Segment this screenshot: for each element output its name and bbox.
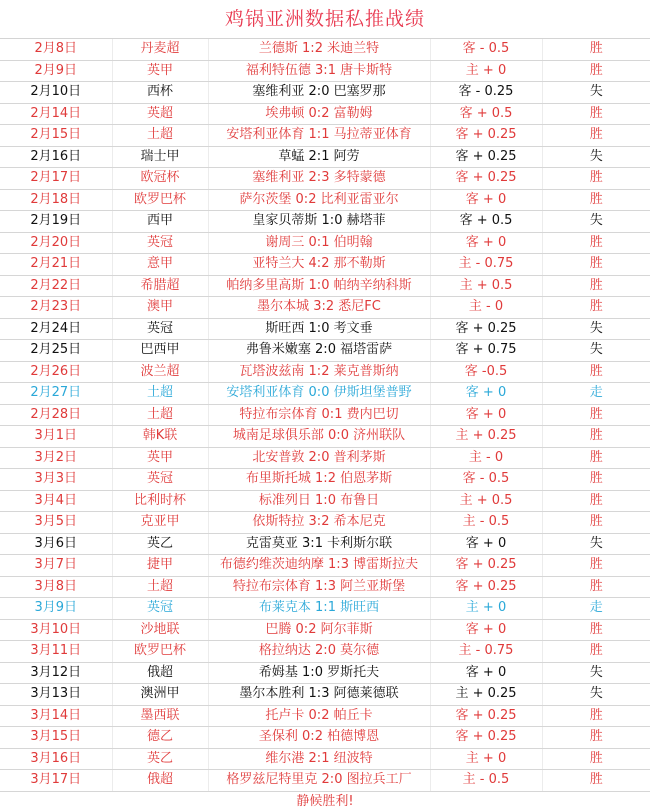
handicap: 主 + 0.5 — [430, 490, 542, 512]
league-name: 土超 — [112, 576, 208, 598]
league-name: 西甲 — [112, 211, 208, 233]
handicap: 客 + 0 — [430, 533, 542, 555]
handicap: 客 - 0.5 — [430, 469, 542, 491]
match-score: 墨尔本胜利 1:3 阿德莱德联 — [208, 684, 430, 706]
match-score: 亚特兰大 4:2 那不勒斯 — [208, 254, 430, 276]
league-name: 丹麦超 — [112, 39, 208, 60]
table-row — [0, 533, 650, 555]
table-row — [0, 727, 650, 749]
match-date: 2月14日 — [0, 103, 112, 125]
league-name: 英乙 — [112, 748, 208, 770]
table-row — [0, 361, 650, 383]
result-mark: 失 — [542, 211, 650, 233]
handicap: 客 + 0.75 — [430, 340, 542, 362]
table-row — [0, 254, 650, 276]
league-name: 俄超 — [112, 662, 208, 684]
handicap: 客 - 0.5 — [430, 39, 542, 60]
match-date: 2月10日 — [0, 82, 112, 104]
match-score: 塞维利亚 2:3 多特蒙德 — [208, 168, 430, 190]
result-mark: 胜 — [542, 576, 650, 598]
league-name: 希腊超 — [112, 275, 208, 297]
match-score: 墨尔本城 3:2 悉尼FC — [208, 297, 430, 319]
match-date: 3月10日 — [0, 619, 112, 641]
handicap: 主 + 0 — [430, 748, 542, 770]
handicap: 主 - 0.5 — [430, 512, 542, 534]
handicap: 客 + 0.5 — [430, 103, 542, 125]
records-table — [0, 39, 650, 792]
match-score: 兰德斯 1:2 米迪兰特 — [208, 39, 430, 60]
league-name: 比利时杯 — [112, 490, 208, 512]
result-mark: 走 — [542, 383, 650, 405]
match-date: 2月9日 — [0, 60, 112, 82]
result-mark: 胜 — [542, 727, 650, 749]
match-date: 2月16日 — [0, 146, 112, 168]
match-date: 3月1日 — [0, 426, 112, 448]
match-date: 3月2日 — [0, 447, 112, 469]
match-date: 3月7日 — [0, 555, 112, 577]
footer-slogan: 静候胜利! — [296, 793, 354, 809]
league-name: 意甲 — [112, 254, 208, 276]
match-date: 2月21日 — [0, 254, 112, 276]
table-row — [0, 39, 650, 60]
handicap: 客 + 0 — [430, 232, 542, 254]
match-score: 弗鲁米嫩塞 2:0 福塔雷萨 — [208, 340, 430, 362]
league-name: 土超 — [112, 404, 208, 426]
result-mark: 胜 — [542, 254, 650, 276]
match-date: 3月11日 — [0, 641, 112, 663]
handicap: 客 + 0.25 — [430, 576, 542, 598]
league-name: 克亚甲 — [112, 512, 208, 534]
league-name: 英甲 — [112, 60, 208, 82]
table-row — [0, 168, 650, 190]
result-mark: 失 — [542, 533, 650, 555]
table-row — [0, 103, 650, 125]
match-score: 希姆基 1:0 罗斯托夫 — [208, 662, 430, 684]
match-date: 3月13日 — [0, 684, 112, 706]
result-mark: 胜 — [542, 447, 650, 469]
match-score: 托卢卡 0:2 帕丘卡 — [208, 705, 430, 727]
table-row — [0, 469, 650, 491]
match-score: 特拉布宗体育 0:1 费内巴切 — [208, 404, 430, 426]
handicap: 客 + 0.25 — [430, 146, 542, 168]
result-mark: 胜 — [542, 404, 650, 426]
match-date: 2月27日 — [0, 383, 112, 405]
handicap: 客 + 0.25 — [430, 705, 542, 727]
match-score: 巴腾 0:2 阿尔菲斯 — [208, 619, 430, 641]
match-date: 2月15日 — [0, 125, 112, 147]
handicap: 客 + 0 — [430, 619, 542, 641]
table-row — [0, 404, 650, 426]
result-mark: 胜 — [542, 275, 650, 297]
table-row — [0, 275, 650, 297]
result-mark: 失 — [542, 318, 650, 340]
league-name: 波兰超 — [112, 361, 208, 383]
match-date: 2月17日 — [0, 168, 112, 190]
table-row — [0, 60, 650, 82]
records-body — [0, 39, 650, 791]
match-date: 3月17日 — [0, 770, 112, 792]
result-mark: 胜 — [542, 361, 650, 383]
match-score: 特拉布宗体育 1:3 阿兰亚斯堡 — [208, 576, 430, 598]
handicap: 客 + 0 — [430, 404, 542, 426]
league-name: 捷甲 — [112, 555, 208, 577]
match-score: 布里斯托城 1:2 伯恩茅斯 — [208, 469, 430, 491]
result-mark: 失 — [542, 82, 650, 104]
match-score: 圣保利 0:2 柏德博恩 — [208, 727, 430, 749]
match-date: 2月19日 — [0, 211, 112, 233]
match-score: 草蜢 2:1 阿劳 — [208, 146, 430, 168]
league-name: 澳洲甲 — [112, 684, 208, 706]
table-row — [0, 748, 650, 770]
league-name: 西杯 — [112, 82, 208, 104]
result-mark: 胜 — [542, 705, 650, 727]
table-row — [0, 383, 650, 405]
handicap: 客 + 0.25 — [430, 168, 542, 190]
match-date: 3月14日 — [0, 705, 112, 727]
match-score: 格拉纳达 2:0 莫尔德 — [208, 641, 430, 663]
league-name: 欧冠杯 — [112, 168, 208, 190]
handicap: 客 + 0.25 — [430, 727, 542, 749]
handicap: 主 - 0.75 — [430, 641, 542, 663]
result-mark: 胜 — [542, 60, 650, 82]
match-date: 3月8日 — [0, 576, 112, 598]
result-mark: 胜 — [542, 770, 650, 792]
handicap: 客 + 0 — [430, 662, 542, 684]
match-score: 克雷莫亚 3:1 卡利斯尔联 — [208, 533, 430, 555]
table-row — [0, 125, 650, 147]
handicap: 客 -0.5 — [430, 361, 542, 383]
result-mark: 胜 — [542, 512, 650, 534]
match-score: 标准列日 1:0 布鲁日 — [208, 490, 430, 512]
match-score: 帕纳多里高斯 1:0 帕纳辛纳科斯 — [208, 275, 430, 297]
match-score: 城南足球俱乐部 0:0 济州联队 — [208, 426, 430, 448]
result-mark: 胜 — [542, 125, 650, 147]
table-row — [0, 447, 650, 469]
result-mark: 胜 — [542, 748, 650, 770]
match-date: 2月23日 — [0, 297, 112, 319]
table-row — [0, 555, 650, 577]
result-mark: 走 — [542, 598, 650, 620]
table-row — [0, 619, 650, 641]
table-row — [0, 576, 650, 598]
league-name: 英冠 — [112, 469, 208, 491]
match-date: 2月20日 — [0, 232, 112, 254]
handicap: 主 + 0.25 — [430, 684, 542, 706]
table-row — [0, 598, 650, 620]
handicap: 主 + 0.25 — [430, 426, 542, 448]
handicap: 主 + 0 — [430, 60, 542, 82]
match-score: 斯旺西 1:0 考文垂 — [208, 318, 430, 340]
match-score: 布莱克本 1:1 斯旺西 — [208, 598, 430, 620]
table-row — [0, 189, 650, 211]
table-row — [0, 684, 650, 706]
match-date: 2月24日 — [0, 318, 112, 340]
handicap: 客 + 0.25 — [430, 318, 542, 340]
match-date: 2月22日 — [0, 275, 112, 297]
match-score: 塞维利亚 2:0 巴塞罗那 — [208, 82, 430, 104]
handicap: 客 + 0.5 — [430, 211, 542, 233]
result-mark: 胜 — [542, 469, 650, 491]
match-score: 安塔利亚体育 1:1 马拉蒂亚体育 — [208, 125, 430, 147]
handicap: 主 - 0 — [430, 447, 542, 469]
league-name: 土超 — [112, 383, 208, 405]
match-date: 2月8日 — [0, 39, 112, 60]
result-mark: 失 — [542, 146, 650, 168]
sheet-title: 鸡锅亚洲数据私推战绩 — [0, 0, 650, 39]
result-mark: 失 — [542, 340, 650, 362]
match-score: 萨尔茨堡 0:2 比利亚雷亚尔 — [208, 189, 430, 211]
match-date: 2月25日 — [0, 340, 112, 362]
match-date: 3月6日 — [0, 533, 112, 555]
league-name: 英超 — [112, 103, 208, 125]
result-mark: 胜 — [542, 490, 650, 512]
table-row — [0, 426, 650, 448]
handicap: 主 + 0.5 — [430, 275, 542, 297]
handicap: 客 + 0 — [430, 189, 542, 211]
handicap: 主 - 0.5 — [430, 770, 542, 792]
league-name: 英冠 — [112, 318, 208, 340]
match-date: 3月3日 — [0, 469, 112, 491]
table-row — [0, 297, 650, 319]
result-mark: 失 — [542, 662, 650, 684]
match-date: 2月18日 — [0, 189, 112, 211]
table-row — [0, 318, 650, 340]
table-row — [0, 232, 650, 254]
result-mark: 胜 — [542, 641, 650, 663]
table-row — [0, 641, 650, 663]
result-mark: 胜 — [542, 619, 650, 641]
league-name: 俄超 — [112, 770, 208, 792]
league-name: 墨西联 — [112, 705, 208, 727]
result-mark: 胜 — [542, 39, 650, 60]
league-name: 巴西甲 — [112, 340, 208, 362]
league-name: 欧罗巴杯 — [112, 189, 208, 211]
result-mark: 胜 — [542, 189, 650, 211]
table-row — [0, 82, 650, 104]
match-date: 2月28日 — [0, 404, 112, 426]
match-score: 依斯特拉 3:2 希本尼克 — [208, 512, 430, 534]
match-score: 福利特伍德 3:1 唐卡斯特 — [208, 60, 430, 82]
table-row — [0, 490, 650, 512]
league-name: 欧罗巴杯 — [112, 641, 208, 663]
league-name: 沙地联 — [112, 619, 208, 641]
handicap: 客 + 0.25 — [430, 555, 542, 577]
match-date: 3月12日 — [0, 662, 112, 684]
table-row — [0, 512, 650, 534]
match-score: 北安普敦 2:0 普利茅斯 — [208, 447, 430, 469]
result-mark: 胜 — [542, 103, 650, 125]
league-name: 土超 — [112, 125, 208, 147]
handicap: 主 + 0 — [430, 598, 542, 620]
match-score: 格罗兹尼特里克 2:0 图拉兵工厂 — [208, 770, 430, 792]
table-row — [0, 770, 650, 792]
result-mark: 胜 — [542, 168, 650, 190]
match-date: 3月15日 — [0, 727, 112, 749]
handicap: 主 - 0.75 — [430, 254, 542, 276]
handicap: 主 - 0 — [430, 297, 542, 319]
match-score: 安塔利亚体育 0:0 伊斯坦堡普野 — [208, 383, 430, 405]
result-mark: 胜 — [542, 232, 650, 254]
table-row — [0, 705, 650, 727]
league-name: 德乙 — [112, 727, 208, 749]
match-date: 3月16日 — [0, 748, 112, 770]
match-date: 3月4日 — [0, 490, 112, 512]
league-name: 瑞士甲 — [112, 146, 208, 168]
table-row — [0, 662, 650, 684]
handicap: 客 + 0 — [430, 383, 542, 405]
table-row — [0, 340, 650, 362]
match-score: 布德约维茨迪纳摩 1:3 博雷斯拉夫 — [208, 555, 430, 577]
league-name: 英冠 — [112, 232, 208, 254]
match-score: 埃弗顿 0:2 富勒姆 — [208, 103, 430, 125]
table-row — [0, 146, 650, 168]
match-score: 维尔港 2:1 纽波特 — [208, 748, 430, 770]
result-mark: 胜 — [542, 426, 650, 448]
handicap: 客 - 0.25 — [430, 82, 542, 104]
league-name: 英乙 — [112, 533, 208, 555]
league-name: 澳甲 — [112, 297, 208, 319]
table-row — [0, 211, 650, 233]
match-date: 2月26日 — [0, 361, 112, 383]
league-name: 英冠 — [112, 598, 208, 620]
match-date: 3月9日 — [0, 598, 112, 620]
match-score: 谢周三 0:1 伯明翰 — [208, 232, 430, 254]
handicap: 客 + 0.25 — [430, 125, 542, 147]
result-mark: 胜 — [542, 555, 650, 577]
match-score: 皇家贝蒂斯 1:0 赫塔菲 — [208, 211, 430, 233]
match-date: 3月5日 — [0, 512, 112, 534]
league-name: 韩K联 — [112, 426, 208, 448]
result-mark: 胜 — [542, 297, 650, 319]
match-score: 瓦塔波兹南 1:2 莱克普斯纳 — [208, 361, 430, 383]
result-mark: 失 — [542, 684, 650, 706]
league-name: 英甲 — [112, 447, 208, 469]
